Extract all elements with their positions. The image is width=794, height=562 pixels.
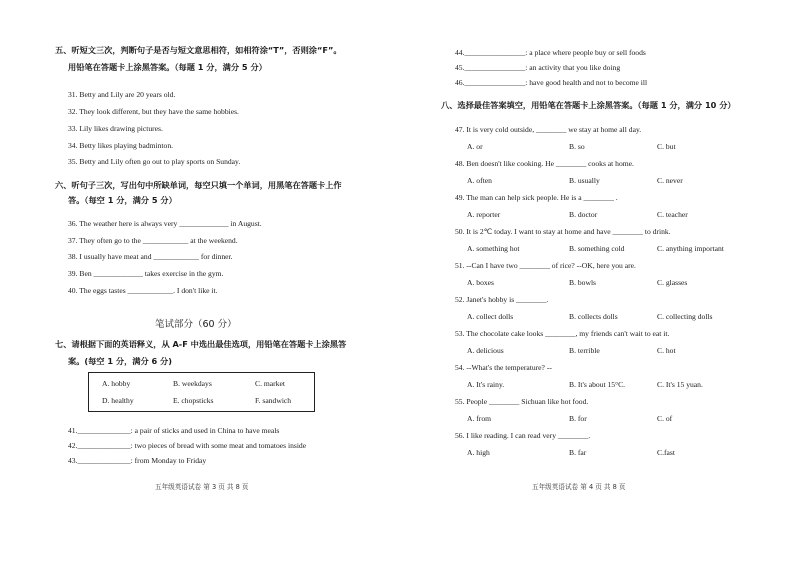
- question-52: 52. Janet's hobby is ________.: [455, 295, 549, 304]
- q55-option-c: C. of: [657, 414, 673, 423]
- q52-option-b: B. collects dolls: [569, 312, 618, 321]
- option-a: A. hobby: [102, 379, 131, 388]
- section7-instructions: 案。(每空 1 分，满分 6 分): [68, 356, 172, 366]
- question-48: 48. Ben doesn't like cooking. He ________ cooks at home.: [455, 159, 634, 168]
- q53-option-b: B. terrible: [569, 346, 600, 355]
- q47-option-a: A. or: [467, 142, 483, 151]
- section6-title: 六、听句子三次，写出句中所缺单词，每空只填一个单词，用黑笔在答题卡上作: [55, 180, 342, 190]
- q55-option-a: A. from: [467, 414, 492, 423]
- question-41: 41.______________: a pair of sticks and used in China to have meals: [68, 426, 280, 435]
- q47-option-c: C. but: [657, 142, 676, 151]
- q50-option-a: A. something hot: [467, 244, 520, 253]
- question-34: 34. Betty likes playing badminton.: [68, 141, 174, 150]
- q48-option-a: A. often: [467, 176, 492, 185]
- q54-option-b: B. It's about 15°C.: [569, 380, 626, 389]
- q53-option-c: C. hot: [657, 346, 676, 355]
- question-37: 37. They often go to the ____________ at the weekend.: [68, 236, 238, 245]
- question-33: 33. Lily likes drawing pictures.: [68, 124, 163, 133]
- option-f: F. sandwich: [255, 396, 292, 405]
- question-50: 50. It is 2℃ today. I want to stay at home and have ________ to drink.: [455, 227, 671, 236]
- q55-option-b: B. for: [569, 414, 587, 423]
- question-44: 44.________________: a place where people buy or sell foods: [455, 48, 646, 57]
- question-54: 54. --What's the temperature? --: [455, 363, 552, 372]
- question-42: 42.______________: two pieces of bread with some meat and tomatoes inside: [68, 441, 307, 450]
- question-35: 35. Betty and Lily often go out to play sports on Sunday.: [68, 157, 241, 166]
- section5-instructions: 用铅笔在答题卡上涂黑答案。（每题 1 分，满分 5 分）: [68, 62, 267, 72]
- q51-option-a: A. boxes: [467, 278, 494, 287]
- question-36: 36. The weather here is always very _____________ in August.: [68, 219, 262, 228]
- q52-option-a: A. collect dolls: [467, 312, 514, 321]
- q56-option-a: A. high: [467, 448, 490, 457]
- question-55: 55. People ________ Sichuan like hot food.: [455, 397, 589, 406]
- question-38: 38. I usually have meat and ____________ for dinner.: [68, 252, 233, 261]
- q51-option-b: B. bowls: [569, 278, 597, 287]
- written-part-title: 笔试部分（60 分）: [155, 319, 237, 330]
- q50-option-c: C. anything important: [657, 244, 724, 253]
- question-47: 47. It is very cold outside, ________ we stay at home all day.: [455, 125, 642, 134]
- question-45: 45.________________: an activity that you like doing: [455, 63, 621, 72]
- question-49: 49. The man can help sick people. He is a ________ .: [455, 193, 618, 202]
- q51-option-c: C. glasses: [657, 278, 688, 287]
- option-d: D. healthy: [102, 396, 134, 405]
- q47-option-b: B. so: [569, 142, 585, 151]
- q52-option-c: C. collecting dolls: [657, 312, 713, 321]
- question-32: 32. They look different, but they have the same hobbies.: [68, 107, 239, 116]
- q56-option-c: C.fast: [657, 448, 675, 457]
- question-51: 51. --Can I have two ________ of rice? --OK, here you are.: [455, 261, 636, 270]
- question-39: 39. Ben _____________ takes exercise in the gym.: [68, 269, 224, 278]
- question-43: 43.______________: from Monday to Friday: [68, 456, 207, 465]
- page-footer: 五年级英语试卷 第 3 页 共 8 页: [155, 483, 249, 491]
- q49-option-b: B. doctor: [569, 210, 598, 219]
- exam-page-4: [397, 0, 794, 562]
- option-e: E. chopsticks: [173, 396, 214, 405]
- section5-title: 五、听短文三次，判断句子是否与短文意思相符，如相符涂“T”，否则涂“F”。: [55, 45, 342, 55]
- question-31: 31. Betty and Lily are 20 years old.: [68, 90, 176, 99]
- q50-option-b: B. something cold: [569, 244, 625, 253]
- q49-option-c: C. teacher: [657, 210, 688, 219]
- options-box: [88, 372, 315, 412]
- page-footer: 五年级英语试卷 第 4 页 共 8 页: [532, 483, 626, 491]
- question-53: 53. The chocolate cake looks ________, my friends can't wait to eat it.: [455, 329, 670, 338]
- q54-option-c: C. It's 15 yuan.: [657, 380, 703, 389]
- q53-option-a: A. delicious: [467, 346, 504, 355]
- q56-option-b: B. far: [569, 448, 587, 457]
- option-c: C. market: [255, 379, 285, 388]
- question-40: 40. The eggs tastes ____________. I don't like it.: [68, 286, 218, 295]
- q48-option-b: B. usually: [569, 176, 600, 185]
- section6-instructions: 答。（每空 1 分，满分 5 分）: [68, 195, 177, 205]
- q49-option-a: A. reporter: [467, 210, 501, 219]
- question-46: 46.________________: have good health and not to become ill: [455, 78, 648, 87]
- option-b: B. weekdays: [173, 379, 212, 388]
- q48-option-c: C. never: [657, 176, 683, 185]
- q54-option-a: A. It's rainy.: [467, 380, 505, 389]
- question-56: 56. I like reading. I can read very ________.: [455, 431, 591, 440]
- section8-title: 八、选择最佳答案填空，用铅笔在答题卡上涂黑答案。（每题 1 分，满分 10 分）: [441, 100, 736, 110]
- section7-title: 七、请根据下面的英语释义，从 A-F 中选出最佳选项，用铅笔在答题卡上涂黑答: [55, 339, 347, 349]
